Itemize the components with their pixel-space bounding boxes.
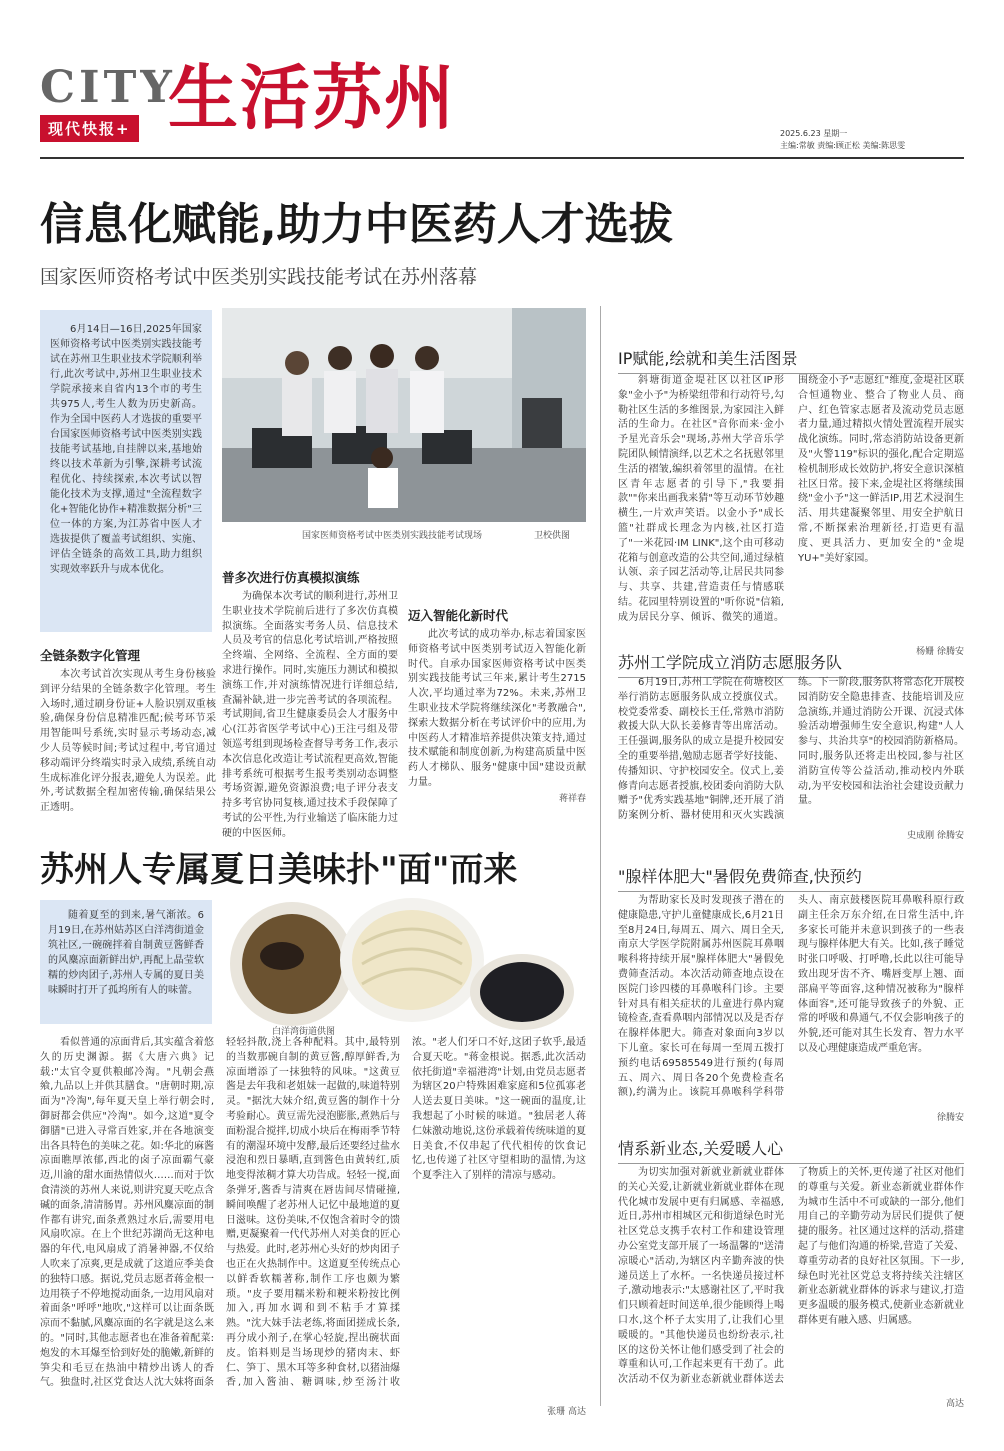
section-body: 本次考试首次实现从考生身份核验到评分结果的全链条数字化管理。考生入场时,通过刷身份证+人脸识别双重核验,确保身份信息精准匹配;候考环节采用智能叫号系统,实时显示考场动态,减少人员等候时间;考试过程中,考官通过移动端评分终端实时录入成绩,系统自动生成标准化评分报表,避免人为误差。此外,考试数据全程加密传输,确保结果公正透明。	[40, 669, 216, 814]
article1-subtitle: 国家医师资格考试中医类别实践技能考试在苏州落幕	[40, 266, 478, 288]
right-article2-body	[618, 676, 964, 826]
right-article4-body	[618, 1166, 964, 1392]
article1-photo-credit: 卫校供图	[534, 531, 571, 541]
masthead-paper-name: 现代快报+	[40, 115, 139, 142]
right-article3-text: 为帮助家长及时发现孩子潜在的健康隐患,守护儿童健康成长,6月21日至8月24日,每周五、周六、周日全天,南京大学医学院附属苏州医院耳鼻咽喉科将持续开展"腺样体肥大"暑假免费筛查活动。本次活动筛查地点设在医院门诊四楼的耳鼻喉科门诊。主要针对具有相关症状的儿童进行鼻内窥镜检查,查看鼻咽内部情况以及是否存在腺样体肥大。筛查对象面向3岁以下儿童。家长可在每周一至周五拨打预约电话69585549进行预约(每周五、周六、周日各20个免费检查名额),约满为止。该院耳鼻喉科学科带头人、南京鼓楼医院耳鼻喉科原行政副主任余万东介绍,在日常生活中,许多家长可能并未意识到孩子的一些表现与腺样体肥大有关。比如,孩子睡觉时张口呼吸、打呼噜,长此以往可能导致出现牙齿不齐、嘴唇变厚上翘、面部扁平等面容,这种情况被称为"腺样体面容",还可能导致孩子的外貌、正常的呼吸和鼻通气,不仅会影响孩子的外貌,还可能对其生长发育、智力水平以及心理健康造成严重危害。	[618, 895, 964, 1099]
section-body: 为确保本次考试的顺利进行,苏州卫生职业技术学院前后进行了多次仿真模拟演练。全面落实考务人员、信息技术人员及考官的信息化考试培训,严格按照全终端、全网络、全流程、全方面的要求进行操作。同时,实施压力测试和模拟演练工作,并对演练情况进行详细总结,查漏补缺,进一步完善考试的各项流程。考试期间,省卫生健康委员会人才服务中心(江苏省医学考试中心)王注弓组及带领巡考组到现场检查督导考务工作,表示本次信息化改造让考试流程更高效,智能排考系统可根据考生报考类别动态调整考场资源,避免资源浪费;电子评分表支持多考官协同复核,通过技术手段保障了考试的公平性,为行业输送了临床能力过硬的中医医师。	[222, 591, 398, 839]
article2-body	[40, 1036, 586, 1402]
article2-title: 苏州人专属夏日美味扑"面"而来	[40, 850, 518, 890]
article1-section1	[40, 640, 216, 854]
right-article1-author: 杨姗 徐腾安	[916, 647, 964, 657]
article1-title: 信息化赋能,助力中医药人才选拔	[40, 199, 673, 250]
column-divider	[600, 306, 601, 1406]
article2-photo	[222, 894, 586, 1034]
right-article2-text: 6月19日,苏州工学院在荷塘校区举行消防志愿服务队成立授旗仪式。校党委常委、副校长王任,常熟市消防救援大队大队长姜修青等出席活动。王任强调,服务队的成立是提升校园安全的重要举措,勉励志愿者学好技能、传播知识、守护校园安全。仪式上,姜修青向志愿者授旗,校团委向消防大队赠予"优秀实践基地"铜牌,还开展了消防案例分析、器材使用和灭火实践演练。下一阶段,服务队将常态化开展校园消防安全隐患排查、技能培训及应急演练,并通过消防公开课、沉浸式体验活动增强师生安全意识,构建"人人参与、共治共享"的校园消防新格局。同时,服务队还将走出校园,参与社区消防宣传等公益活动,推动校内外联动,为平安校园和法治社会建设贡献力量。	[618, 677, 964, 822]
right-article4-text: 为切实加强对新就业新就业群体的关心关爱,让新就业新就业群体在现代化城市发展中更有归属感、幸福感,近日,苏州市相城区元和街道绿色时光社区党总支携手农村工作和建设管理办公室党支部开展了一场温馨的"送清凉暖心"活动,为辖区内辛勤奔波的快递员送上了水杯。一名快递员接过杯子,激动地表示:"太感谢社区了,平时我们只顾着赶时间送单,很少能顾得上喝口水,这个杯子太实用了,让我们心里暖暖的。"其他快递员也纷纷表示,社区的这份关怀让他们感受到了社会的尊重和认可,工作起来更有干劲了。此次活动不仅为新业态新就业群体送去了物质上的关怀,更传递了社区对他们的尊重与关爱。新业态新就业群体作为城市生活中不可或缺的一部分,他们用自己的辛勤劳动为居民们提供了便捷的服务。社区通过这样的活动,搭建起了与他们沟通的桥梁,营造了关爱、尊重劳动者的良好社区氛围。下一步,绿色时光社区党总支将持续关注辖区新业态新就业群体的诉求与建议,打造更多温暖的服务模式,使新业态新就业群体更有融入感、归属感。	[618, 1167, 964, 1386]
article2-author: 张珊 高达	[547, 1407, 586, 1417]
right-article1-text: 斜塘街道金堤社区以社区IP形象"金小予"为桥梁纽带和行动符号,勾勒社区生活的多维图景,为家园注入鲜活的生命力。在社区"音你而来·金小予星光音乐会"现场,苏州大学音乐学院团队倾情演绎,以艺术之名抚慰邻里生活的褶皱,编织着邻里的温情。在社区青年志愿者的引导下,"我要捐款""你来出画我来猜"等互动环节妙趣横生,一片欢声笑语。以金小予"成长篮"社群成长理念为内核,社区打造了"一米花园·IM LINK",这个由可移动花箱与创意改造的公共空间,通过绿植认领、亲子园艺活动等,让居民共同参与、共享、共建,营造责任与情感联结。花园里特别设置的"听你说"信箱,成为居民分享、倾诉、微笑的通道。围绕金小予"志愿红"维度,金堤社区联合恒通物业、整合了物业人员、商户、红色管家志愿者及流动党员志愿者力量,通过精拟火情处置流程开展实战化演练。同时,常态消防站设备更新及"火警119"标识的强化,配合定期巡检机制形成长效防护,将安全意识深植社区日常。接下来,金堤社区将继续围绕"金小予"这一鲜活IP,用艺术浸润生活、用共建凝聚邻里、用安全护航日常,不断探索治理新径,打造更有温度、更具活力、更加安全的"金堤YU+"美好家园。	[618, 375, 964, 623]
masthead-info	[780, 128, 905, 152]
right-article3-title: "腺样体肥大"暑假免费筛查,快预约	[618, 864, 964, 892]
right-article1-body	[618, 374, 964, 642]
right-article1-title: IP赋能,绘就和美生活图景	[618, 346, 964, 374]
exam-room-photo	[222, 308, 586, 522]
right-article3-author: 徐腾安	[936, 1113, 964, 1123]
article1-lead-text: 6月14日—16日,2025年国家医师资格考试中医类别实践技能考试在苏州卫生职业技术学院顺利举行,此次考试中,苏州卫生职业技术学院承接来自省内13个市的考生共975人,考生人数为历史新高。作为全国中医药人才选拔的重要平台国家医师资格考试中医类别实践技能考试基地,自挂牌以来,基地始终以技术革新为引擎,深耕考试流程优化、持续探索,本次考试以智能化技术为支撑,通过"全流程数字化+智能化协作+精准数据分析"三位一体的方案,为江苏省中医人才选拔提供了覆盖考试组织、实施、评估全链条的高效工具,助力组织实现效率跃升与成本优化。	[50, 324, 202, 575]
right-article2-title: 苏州工学院成立消防志愿服务队	[618, 650, 964, 678]
article2-photo-caption: 白洋湾街道供图	[272, 1027, 336, 1037]
article1-photo	[222, 308, 586, 522]
article2-body-text: 看似普通的凉面背后,其实蕴含着悠久的历史渊源。据《大唐六典》记载:"太官令夏供粮邮冷淘。"凡朝会燕飨,九品以上并供其膳食。"唐朝时期,凉面为"冷淘",每年夏天皇上举行朝会时,御厨都会供应"冷淘"。如今,这道"夏令御膳"已进入寻常百姓家,并在各地演变出各具特色的美味之花。如:华北的麻酱凉面瞧厚浓郁,西北的卤子凉面霸气豪迈,川渝的甜水面热情似火……而对于饮食清淡的苏州人来说,则讲究夏天吃点含碱的面条,清清肠胃。苏州风麋凉面的制作都有讲究,面条煮熟过水后,需要用电风扇吹凉。在上个世纪苏湖尚无这种电器的年代,电风扇成了消暑神器,不仅给人吹来了凉爽,更是成就了这道应季美食的独特口感。据说,党员志愿者蒋金根一边用筷子不停地搅动面条,一边用风扇对着面条"呼呼"地吹,"这样可以让面条既凉而不黏腻,风麋凉面的名字就是这么来的。"同时,其他志愿者也在准备着配菜:炮发的木耳爆至恰到好处的脆嫩,新鲜的笋尖和毛豆在热油中精炒出诱人的香气。独盘时,社区党食达人沈大妹将面条轻轻抖散,浇上各种配料。其中,最特别的当数那碗自制的黄豆酱,醇厚鲜香,为凉面增添了一抹独特的风味。"这黄豆酱是去年我和老姐妹一起做的,味道特别灵。"据沈大妹介绍,黄豆酱的制作十分考验耐心。黄豆需先浸泡膨胀,煮熟后与面粉混合搅拌,切成小块后在梅雨季节特有的潮湿环境中发酵,最后还要经过盐水浸泡和烈日暴晒,直到酱色由黄转红,质地变得浓稠才算大功告成。轻轻一搅,面条弹牙,酱香与清爽在唇齿间尽情碰撞,瞬间唤醒了老苏州人记忆中最地道的夏日滋味。这份美味,不仅饱含着时令的馈赠,更凝聚着一代代苏州人对美食的匠心与热爱。此时,老苏州心头好的炒肉团子也正在火热制作中。这道夏至传统点心以鲜香软糯著称,制作工序也颇为繁琐。"皮子要用糯米粉和粳米粉按比例加入,再加水调和到不粘手才算揉熟。"沈大妹手法老练,将面团搓成长条,再分成小剂子,在掌心轻旋,捏出碗状面皮。馅料则是当场现炒的猪肉末、虾仁、笋丁、黑木耳等多种食材,以猪油爆香,加入酱油、糖调味,炒至汤汁收浓。"老人们牙口不好,这团子软乎,最适合夏天吃。"蒋金根说。据悉,此次活动依托街道"幸福港湾"计划,由党员志愿者为辖区20户特殊困难家庭和5位孤寡老人送去夏日美味。"这一碗面的温度,让我想起了小时候的味道。"独居老人蒋仁妹激动地说,这份承载着传统味道的夏日美食,不仅串起了代代相传的饮食记忆,也传递了社区守望相助的温情,为这个夏季注入了别样的清凉与感动。	[40, 1037, 586, 1389]
article2-lead-text: 随着夏至的到来,暑气渐浓。6月19日,在苏州姑苏区白洋湾街道金筑社区,一碗碗拌着自制黄豆酱鲜香的风麋凉面新鲜出炉,再配上晶莹软糯的炒肉团子,苏州人专属的夏日美味瞬时打开了孤坞所有人的味蕾。	[48, 910, 204, 996]
right-article4-author: 高达	[945, 1399, 964, 1409]
article1-author: 蒋祥春	[558, 793, 586, 804]
article1-photo-caption: 国家医师资格考试中医类别实践技能考试现场	[302, 531, 483, 541]
article1-lead	[40, 310, 212, 632]
masthead-rule	[40, 157, 964, 159]
masthead-city: CITY	[40, 62, 176, 113]
editor-credits: 主编:常敏 责编:顾正松 美编:陈思雯	[780, 141, 906, 150]
section-heading: 迈入智能化新时代	[408, 608, 509, 623]
section-heading: 普多次进行仿真模拟演练	[222, 570, 360, 585]
section-heading: 全链条数字化管理	[40, 648, 141, 663]
noodles-photo	[222, 894, 586, 1034]
masthead-section-title: 生活苏州	[168, 56, 456, 139]
issue-date: 2025.6.23 星期一	[780, 129, 848, 138]
right-article2-author: 史成刚 徐腾安	[907, 831, 964, 841]
right-article4-title: 情系新业态,关爱暖人心	[618, 1136, 964, 1164]
section-body: 此次考试的成功举办,标志着国家医师资格考试中医类别考试迈入智能化新时代。自承办国家医师资格考试中医类别实践技能考试三年来,累计考生2715人次,平均通过率为72%。未来,苏州卫生职业技术学院将继续深化"考教融合",探索大数据分析在考试评价中的应用,为中医药人才精准培养提供决策支持,通过技术赋能和制度创新,为构建高质量中医药人才梯队、服务"健康中国"建设贡献力量。	[408, 629, 586, 788]
right-article3-body	[618, 894, 964, 1108]
article1-section3	[408, 548, 586, 854]
article1-section2	[222, 548, 398, 854]
article2-lead	[40, 900, 212, 1024]
